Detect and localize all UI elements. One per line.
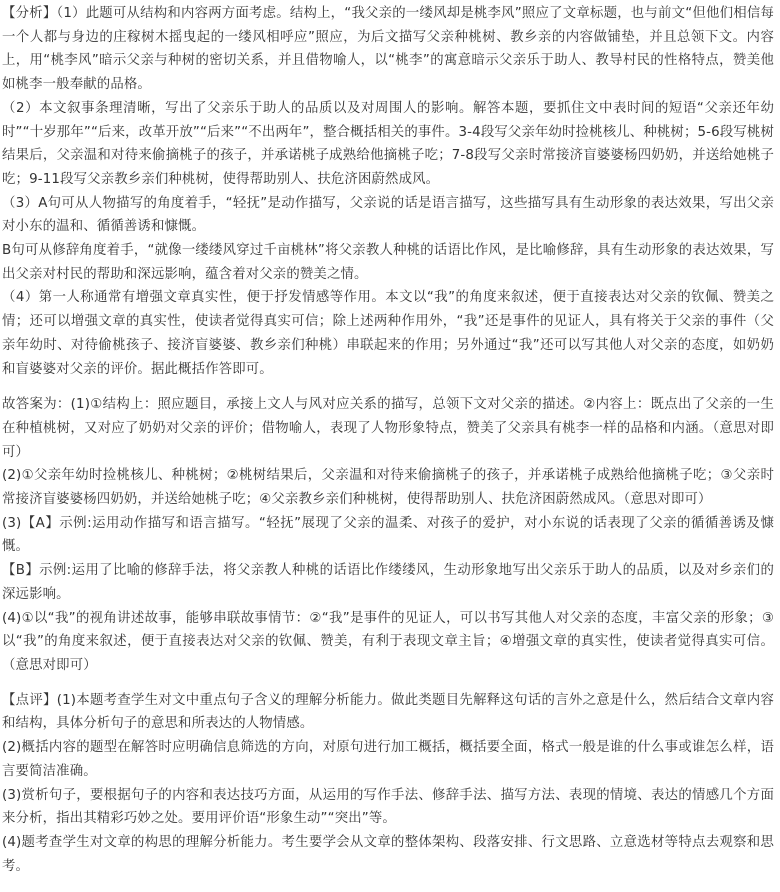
answer-paragraph-2: (2)①父亲年幼时捡桃核儿、种桃树；②桃树结果后，父亲温和对待来偷摘桃子的孩子，并承诺桃子成熟给他摘桃子吃；③父亲时常接济盲婆婆杨四奶奶，并送给她桃子吃；④父亲教乡亲们种桃树，使得帮助别人、扶危济困蔚然成风。（意思对即可） xyxy=(2,468,774,508)
analysis-paragraph-3: （3）A句可从人物描写的角度着手，“轻抚”是动作描写，父亲说的话是语言描写，这些描写具有生动形象的表达效果，写出父亲对小东的温和、循循善诱和慷慨。 xyxy=(2,195,774,235)
comment-paragraph-3: (3)赏析句子，要根据句子的内容和表达技巧方面，从运用的写作手法、修辞手法、描写方法、表现的情境、表达的情感几个方面来分析，指出其精彩巧妙之处。要用评价语“形象生动”“突出”等。 xyxy=(2,787,774,827)
comment-paragraph-2: (2)概括内容的题型在解答时应明确信息筛选的方向，对原句进行加工概括，概括要全面，格式一般是谁的什么事或谁怎么样，语言要简洁准确。 xyxy=(2,740,774,779)
analysis-paragraph-4: B句可从修辞角度着手，“就像一缕缕风穿过千亩桃林”将父亲教人种桃的话语比作风，是比喻修辞，具有生动形象的表达效果，写出父亲对村民的帮助和深远影响，蕴含着对父亲的赞美之情。 xyxy=(2,243,774,282)
answer-paragraph-3: (3)【A】示例:运用动作描写和语言描写。“轻抚”展现了父亲的温柔、对孩子的爱护，对小东说的话表现了父亲的循循善诱及慷慨。 xyxy=(2,515,774,555)
answer-paragraph-1: 故答案为：(1)①结构上：照应题目，承接上文人与风对应关系的描写，总领下文对父亲的描述。②内容上：既点出了父亲的一生在种植桃树，又对应了奶奶对父亲的评价；借物喻人，表现了人物形象特点，赞美了父亲具有桃李一样的品格和内涵。（意思对即可） xyxy=(2,397,774,460)
answer-section xyxy=(2,393,774,677)
answer-paragraph-5: (4)①以“我”的视角讲述故事，能够串联故事情节：②“我”是事件的见证人，可以书写其他人对父亲的态度，丰富父亲的形象；③以“我”的角度来叙述，便于直接表达对父亲的钦佩、赞美，有利于表现文章主旨；④增强文章的真实性，使读者觉得真实可信。（意思对即可） xyxy=(2,610,774,673)
comment-section xyxy=(2,689,774,879)
analysis-paragraph-5: （4）第一人称通常有增强文章真实性，便于抒发情感等作用。本文以“我”的角度来叙述，便于直接表达对父亲的钦佩、赞美之情；还可以增强文章的真实性，使读者觉得真实可信；除上述两种作用外，“我”还是事件的见证人，具有将关于父亲的事件（父亲年幼时、对待偷桃孩子、接济盲婆婆、教乡亲们种桃）串联起来的作用；另外通过“我”还可以写其他人对父亲的态度，如奶奶和盲婆婆对父亲的评价。据此概括作答即可。 xyxy=(2,290,774,377)
comment-paragraph-1: 【点评】(1)本题考查学生对文中重点句子含义的理解分析能力。做此类题目先解释这句话的言外之意是什么，然后结合文章内容和结构，具体分析句子的意思和所表达的人物情感。 xyxy=(2,692,774,732)
section-gap xyxy=(2,381,774,393)
analysis-paragraph-1: 【分析】（1）此题可从结构和内容两方面考虑。结构上，“我父亲的一缕风却是桃李风”照应了文章标题，也与前文“但他们相信每一个人都与身边的庄稼树木摇曳起的一缕风相呼应”照应，为后文描写父亲种桃树、教乡亲的内容做铺垫，并且总领下文。内容上，用“桃李风”暗示父亲与种树的密切关系，并且借物喻人，以“桃李”的寓意暗示父亲乐于助人、教导村民的性格特点，赞美他如桃李一般奉献的品格。 xyxy=(2,6,774,93)
section-gap xyxy=(2,678,774,689)
comment-paragraph-4: (4)题考查学生对文章的构思的理解分析能力。考生要学会从文章的整体架构、段落安排、行文思路、立意选材等特点去观察和思考。 xyxy=(2,834,774,874)
analysis-paragraph-2: （2）本文叙事条理清晰，写出了父亲乐于助人的品质以及对周围人的影响。解答本题，要抓住文中表时间的短语“父亲还年幼时”“十岁那年”“后来，改革开放”“后来”“不出两年”，整合概括相关的事件。3-4段写父亲年幼时捡桃核儿、种桃树；5-6段写桃树结果后，父亲温和对待来偷摘桃子的孩子，并承诺桃子成熟给他摘桃子吃；7-8段写父亲时常接济盲婆婆杨四奶奶，并送给她桃子吃；9-11段写父亲教乡亲们种桃树，使得帮助别人、扶危济困蔚然成风。 xyxy=(2,100,774,187)
answer-paragraph-4: 【B】示例:运用了比喻的修辞手法，将父亲教人种桃的话语比作缕缕风，生动形象地写出父亲乐于助人的品质，以及对乡亲们的深远影响。 xyxy=(2,563,774,602)
analysis-section xyxy=(2,2,774,381)
